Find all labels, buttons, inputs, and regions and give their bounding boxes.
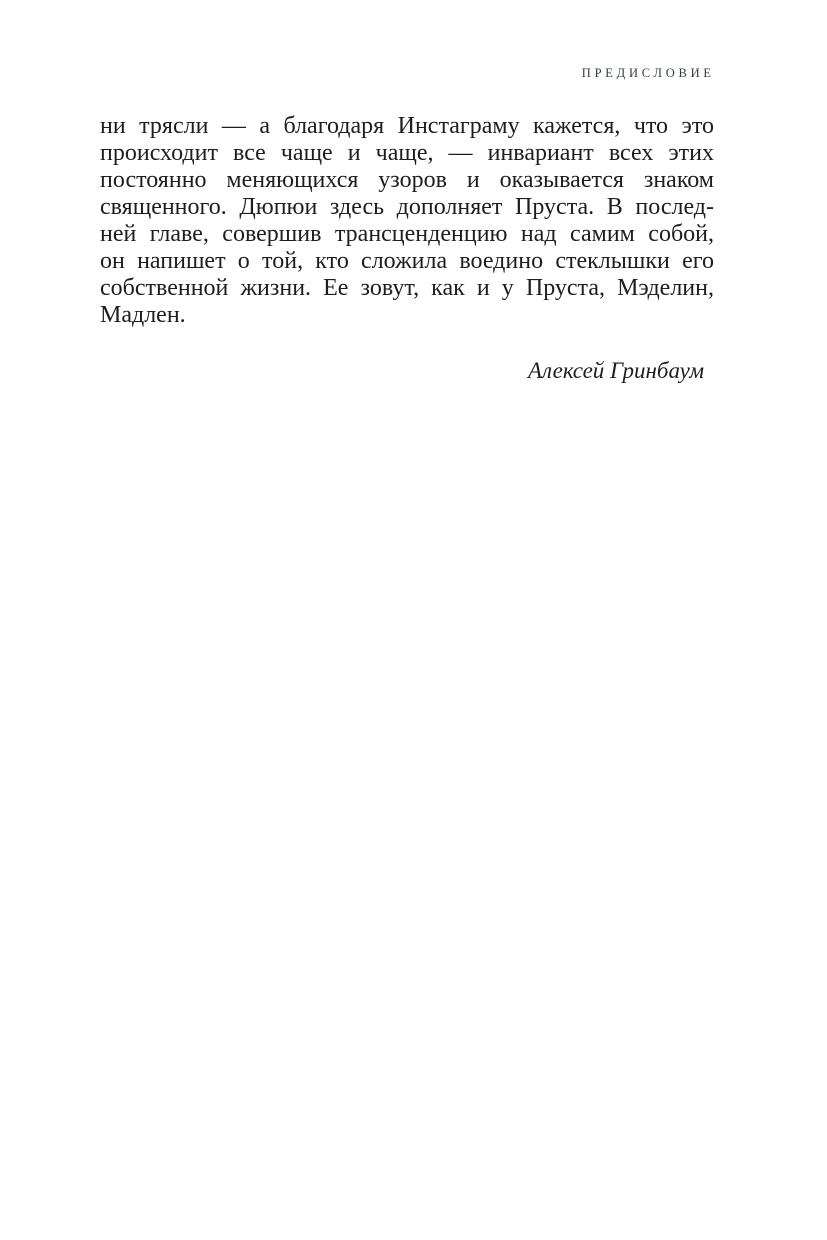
preface-paragraph — [100, 113, 714, 329]
paragraph-line: священного. Дюпюи здесь дополняет Пруста. В послед- — [100, 194, 714, 220]
running-head: ПРЕДИСЛОВИЕ — [581, 66, 715, 80]
paragraph-line: ней главе, совершив трансценденцию над самим собой, — [100, 221, 714, 247]
paragraph-line: ни трясли — а благодаря Инстаграму кажется, что это — [100, 113, 714, 139]
paragraph-line: он напишет о той, кто сложила воедино стеклышки его — [100, 248, 714, 274]
author-signature: Алексей Гринбаум — [527, 358, 704, 383]
paragraph-line: постоянно меняющихся узоров и оказывается знаком — [100, 167, 714, 193]
paragraph-line: происходит все чаще и чаще, — инвариант всех этих — [100, 140, 714, 166]
paragraph-line: Мадлен. — [100, 302, 186, 328]
paragraph-line: собственной жизни. Ее зовут, как и у Пруста, Мэделин, — [100, 275, 714, 301]
